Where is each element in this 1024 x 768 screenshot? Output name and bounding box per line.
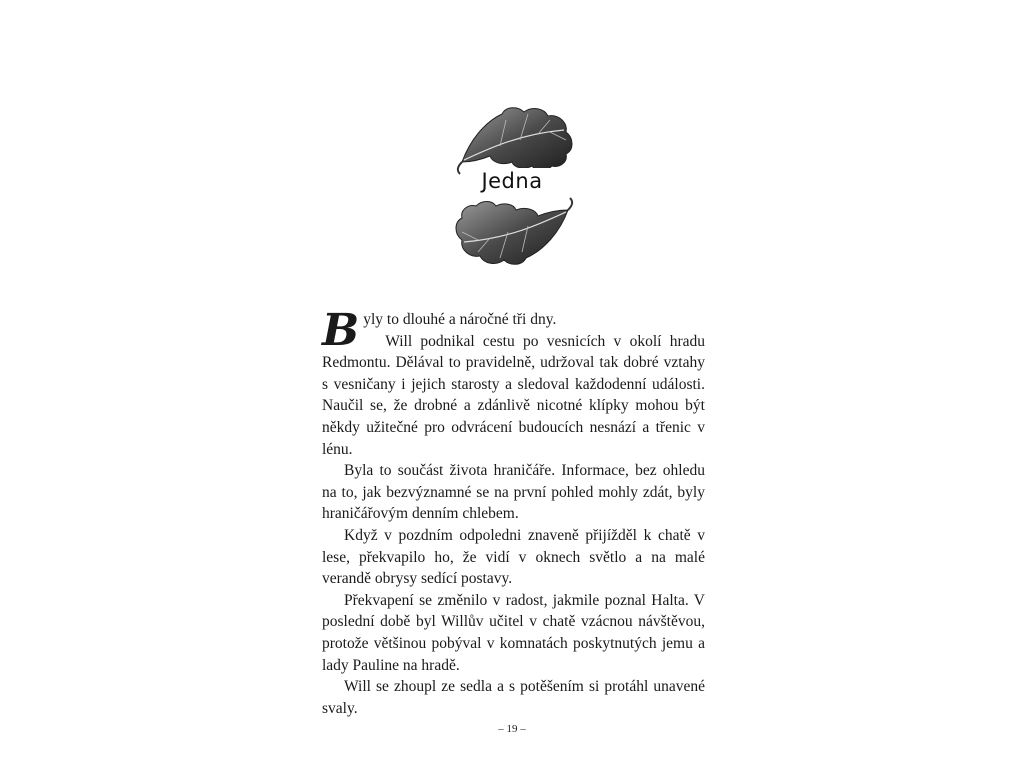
bottom-leaf-icon: [456, 198, 572, 264]
paragraph: Když v pozdním odpoledni znaveně přijížděl k chatě v lese, překvapilo ho, že vidí v oknech světlo a na malé verandě obrysy sedící postavy.: [322, 526, 705, 588]
paragraph: Překvapení se změnilo v radost, jakmile poznal Halta. V poslední době byl Willův učitel v chatě vzácnou návštěvou, protože většinou pobýval v komnatách poskytnutých jemu a lady Pauline na hradě.: [322, 591, 705, 674]
paragraph: Will se zhoupl ze sedla a s potěšením si protáhl unavené svaly.: [322, 678, 705, 717]
body-text: [322, 305, 705, 719]
opening-line: yly to dlouhé a náročné tři dny.: [363, 311, 557, 328]
paragraph: Byla to součást života hraničáře. Informace, bez ohledu na to, jak bezvýznamné se na první pohled mohly zdát, byly hraničářovým denním chlebem.: [322, 462, 705, 523]
chapter-title: Jedna: [462, 168, 562, 194]
paragraph: Will podnikal cestu po vesnicích v okolí hradu Redmontu. Dělával to pravidelně, udržoval tak dobré vztahy s vesničany i jejich starosty a sledoval každodenní události. Naučil se, že drobné a zdánlivě nicotné klípky mohou být někdy užitečné pro odvrácení budoucích nesnází a třenic v lénu.: [322, 332, 705, 458]
drop-cap: B: [322, 305, 360, 356]
top-leaf-icon: [458, 108, 572, 174]
paragraph-opening: [322, 305, 705, 356]
page-number: – 19 –: [498, 723, 526, 735]
